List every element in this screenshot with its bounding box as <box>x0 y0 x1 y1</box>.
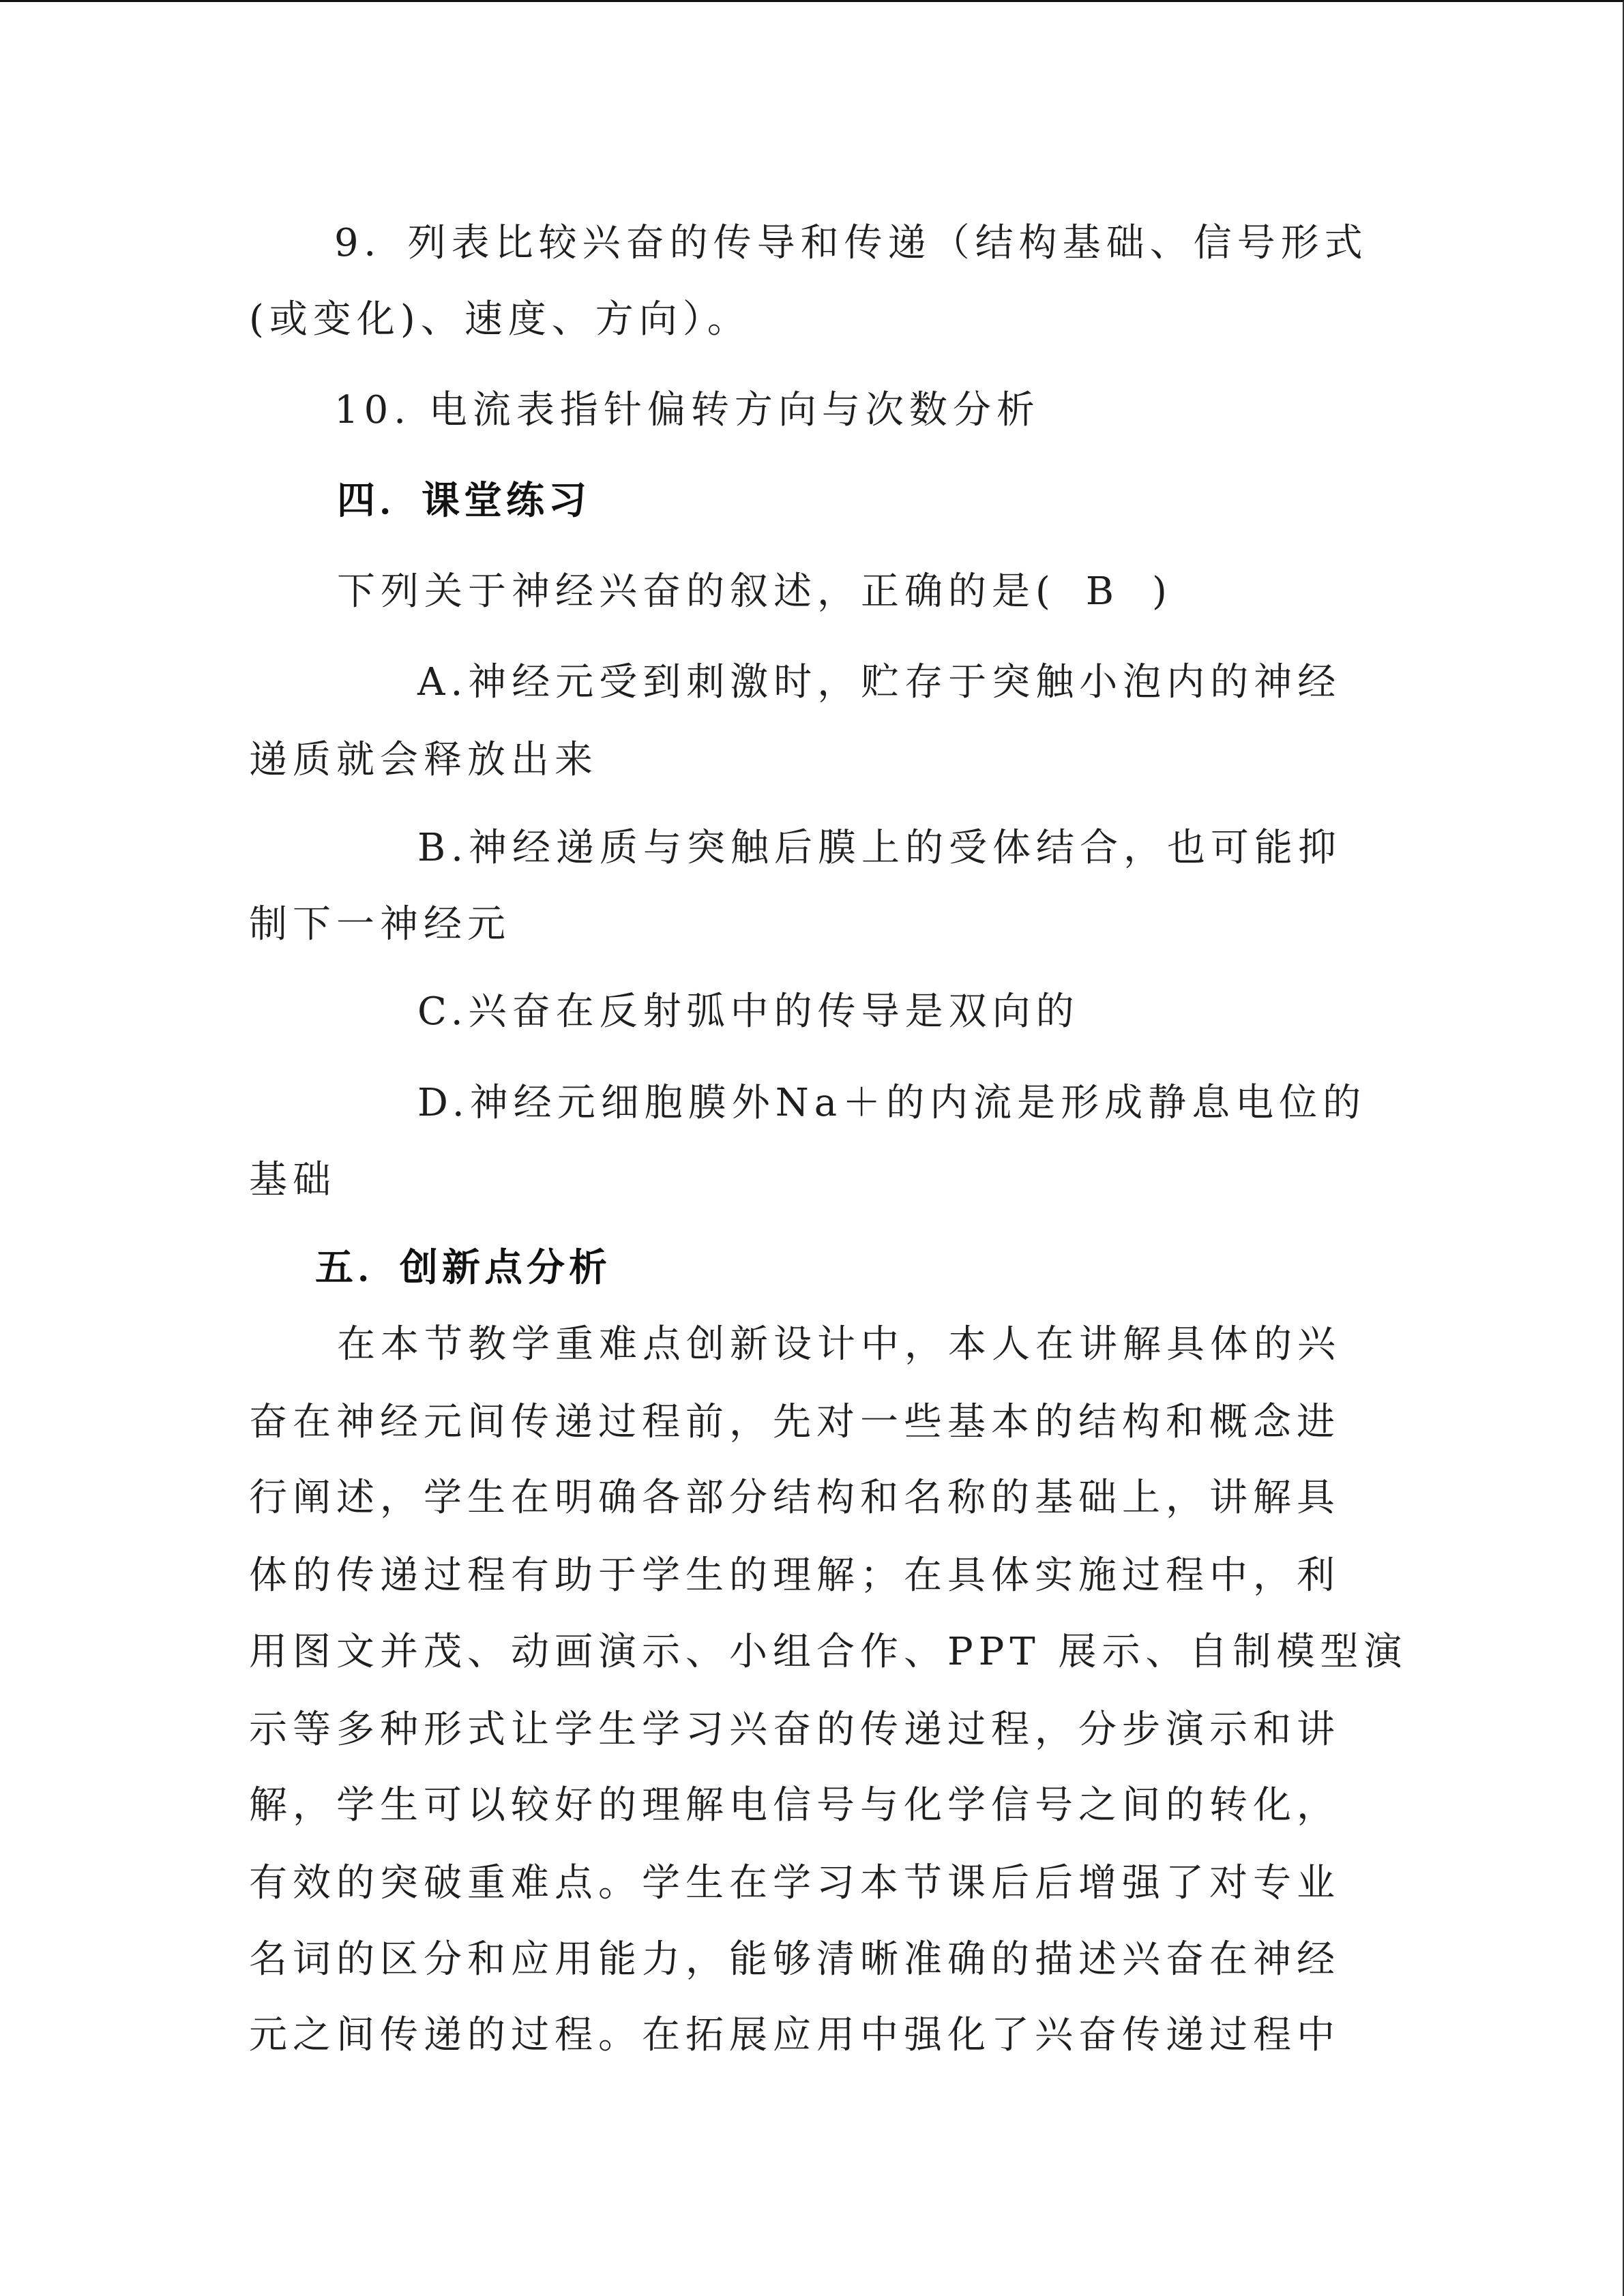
exercise-question <box>337 570 1172 614</box>
option-b-line-1: B.神经递质与突触后膜上的受体结合，也可能抑 <box>417 826 1342 870</box>
paragraph-line: 解，学生可以较好的理解电信号与化学信号之间的转化， <box>249 1783 1340 1828</box>
paragraph-line: 元之间传递的过程。在拓展应用中强化了兴奋传递过程中 <box>249 2013 1340 2057</box>
option-d-line-2: 基础 <box>249 1158 336 1202</box>
paragraph-line: 用图文并茂、动画演示、小组合作、PPT 展示、自制模型演 <box>249 1630 1408 1674</box>
option-a-line-2: 递质就会释放出来 <box>249 738 598 782</box>
paragraph-line: 名词的区分和应用能力，能够清晰准确的描述兴奋在神经 <box>249 1937 1340 1982</box>
option-c-line-1: C.兴奋在反射弧中的传导是双向的 <box>417 989 1080 1034</box>
question-answer: B <box>1085 569 1120 614</box>
item-10: 10. 电流表指针偏转方向与次数分析 <box>334 388 1040 432</box>
section-5-heading: 五．创新点分析 <box>315 1246 611 1290</box>
paragraph-line: 有效的突破重难点。学生在学习本节课后后增强了对专业 <box>249 1861 1340 1905</box>
paragraph-line: 在本节教学重难点创新设计中，本人在讲解具体的兴 <box>337 1322 1341 1367</box>
paragraph-line: 行阐述，学生在明确各部分结构和名称的基础上，讲解具 <box>249 1476 1340 1520</box>
item-9-line-1: 9．列表比较兴奋的传导和传递（结构基础、信号形式 <box>334 221 1368 265</box>
question-stem: 下列关于神经兴奋的叙述，正确的是( <box>337 569 1056 614</box>
section-4-heading: 四．课堂练习 <box>337 479 591 523</box>
paragraph-line: 奋在神经元间传递过程前，先对一些基本的结构和概念进 <box>249 1400 1340 1444</box>
option-a-line-1: A.神经元受到刺激时，贮存于突触小泡内的神经 <box>417 660 1342 704</box>
option-b-line-2: 制下一神经元 <box>249 902 511 946</box>
question-close-paren: ) <box>1152 569 1172 614</box>
item-9-line-2: (或变化)、速度、方向）。 <box>249 297 751 342</box>
paragraph-line: 示等多种形式让学生学习兴奋的传递过程，分步演示和讲 <box>249 1708 1340 1752</box>
option-d-line-1: D.神经元细胞膜外Na＋的内流是形成静息电位的 <box>417 1081 1367 1125</box>
paragraph-line: 体的传递过程有助于学生的理解；在具体实施过程中，利 <box>249 1553 1340 1598</box>
